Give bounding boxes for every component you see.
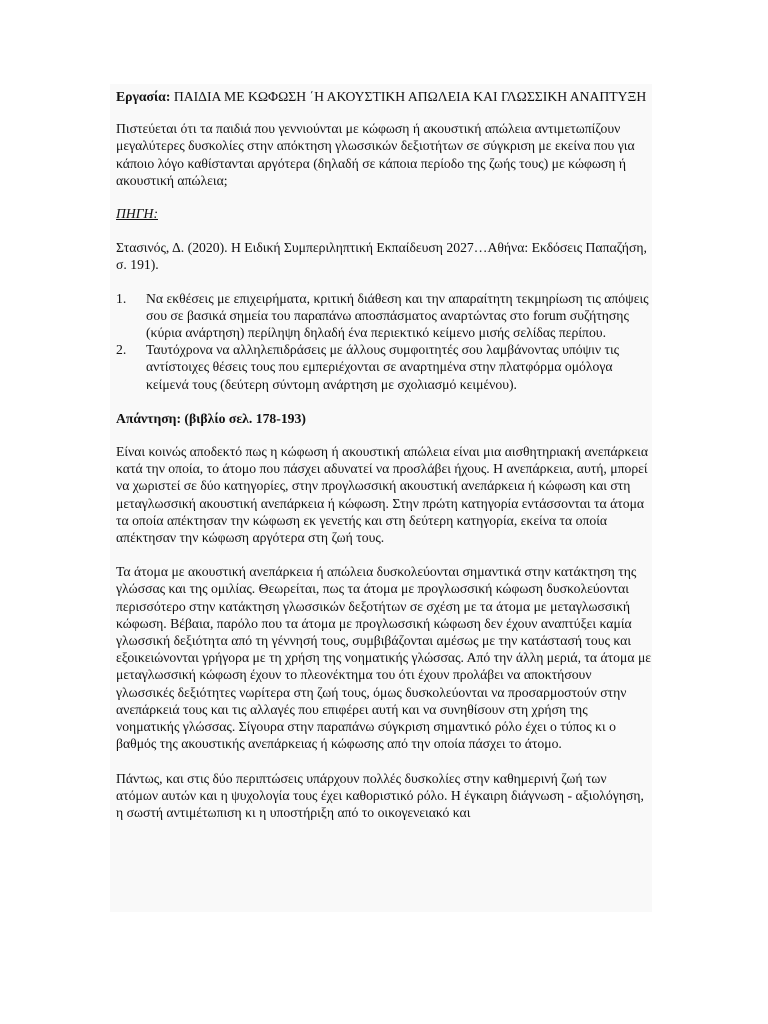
task-text: Ταυτόχρονα να αλληλεπιδράσεις με άλλους συμφοιτητές σου λαμβάνοντας υπόψιν τις αντίστοιχες θέσεις τους που εμπεριέχονται σε αναρτημένα στην πλατφόρμα ομόλογα κείμενά τους (δεύτερη σύντομη ανάρτηση με σχολιασμό κειμένου). (146, 342, 620, 392)
document-page (110, 84, 652, 912)
title-text: ΠΑΙΔΙΑ ΜΕ ΚΩΦΩΣΗ ΄Η ΑΚΟΥΣΤΙΚΗ ΑΠΩΛΕΙΑ ΚΑΙ ΓΛΩΣΣΙΚΗ ΑΝΑΠΤΥΞΗ (170, 89, 647, 104)
body-paragraph: Πάντως, και στις δύο περιπτώσεις υπάρχουν πολλές δυσκολίες στην καθημερινή ζωή των ατόμων αυτών και η ψυχολογία τους έχει καθοριστικό ρόλο. Η έγκαιρη διάγνωση - αξιολόγηση, η σωστή αντιμέτωπιση κι η υποστήριξη από το οικογενειακό και (116, 770, 644, 820)
task-item (116, 290, 652, 342)
intro-paragraph: Πιστεύεται ότι τα παιδιά που γεννιούνται με κώφωση ή ακουστική απώλεια αντιμετωπίζουν μεγαλύτερες δυσκολίες στην απόκτηση γλωσσικών δεξιοτήτων σε σύγκριση με εκείνα που για κάποιο λόγο καθίστανται αργότερα (δηλαδή σε κάποια περίοδο της ζωής τους) με κώφωση ή ακουστική απώλεια; (116, 121, 635, 188)
document-content (116, 88, 652, 838)
task-list (116, 290, 652, 393)
task-text: Να εκθέσεις με επιχειρήματα, κριτική διάθεση και την απαραίτητη τεκμηρίωση τις απόψεις σου σε βασικά σημεία του παραπάνω αποσπάσματος αναρτώντας στο forum συζήτησης (κύρια ανάρτηση) περίληψη δηλαδή ένα περιεκτικό κείμενο μισής σελίδας περίπου. (146, 290, 649, 341)
source-label: ΠΗΓΗ: (116, 206, 158, 222)
task-item (116, 341, 652, 393)
answer-heading: Απάντηση: (βιβλίο σελ. 178-193) (116, 410, 306, 426)
title-label: Εργασία: (116, 89, 171, 104)
task-number: 2. (116, 342, 127, 358)
body-paragraph: Τα άτομα με ακουστική ανεπάρκεια ή απώλεια δυσκολεύονται σημαντικά στην κατάκτηση της γλώσσας και της ομιλίας. Θεωρείται, πως τα άτομα με προγλωσσική κώφωση δυσκολεύονται περισσότερο στην κατάκτηση γλωσσικών δεξοτήτων σε σχέση με τα άτομα με μεταγλωσσική κώφωση. Βέβαια, παρόλο που τα άτομα με προγλωσσική κώφωση δεν έχουν αναπτύξει καμία γλωσσική δεξιότητα από τη γέννησή τους, συμβιβάζονται αμέσως με την κατάστασή τους και εξοικειώνονται γρήγορα με τη χρήση της νοηματικής γλώσσας. Από την άλλη μεριά, τα άτομα με μεταγλωσσική κώφωση έχουν το πλεονέκτημα του ότι έχουν προλάβει να αποκτήσουν γλωσσικές δεξιότητες νωρίτερα στη ζωή τους, όμως δυσκολεύονται να προσαρμοστούν στην ανεπάρκειά τους και τις αλλαγές που επιφέρει αυτή και να συνηθίσουν στη χρήση της νοηματικής γλώσσας. Σίγουρα στην παραπάνω σύγκριση σημαντικό ρόλο έχει ο τύπος κι ο βαθμός της ακουστικής ανεπάρκειας ή κώφωσης από την οποία πάσχει το άτομο. (116, 564, 652, 752)
task-number: 1. (116, 290, 127, 306)
body-paragraph: Είναι κοινώς αποδεκτό πως η κώφωση ή ακουστική απώλεια είναι μια αισθητηριακή ανεπάρκεια κατά την οποία, το άτομο που πάσχει αδυνατεί να προσλάβει ήχους. Η ανεπάρκεια, αυτή, μπορεί να χωριστεί σε δύο κατηγορίες, στην προγλωσσική ακουστική ανεπάρκεια ή κώφωση και στη μεταγλωσσική ακουστική ανεπάρκεια ή κώφωση. Στην πρώτη κατηγορία εντάσσονται τα άτομα τα οποία απέκτησαν την κώφωση εκ γενετής και στη δεύτερη κατηγορία, εκείνα τα οποία απέκτησαν την κώφωση αργότερα στη ζωή τους. (116, 444, 649, 546)
document-title (116, 88, 652, 105)
source-citation: Στασινός, Δ. (2020). Η Ειδική Συμπεριληπτική Εκπαίδευση 2027…Αθήνα: Εκδόσεις Παπαζήση, σ. 191). (116, 240, 647, 273)
